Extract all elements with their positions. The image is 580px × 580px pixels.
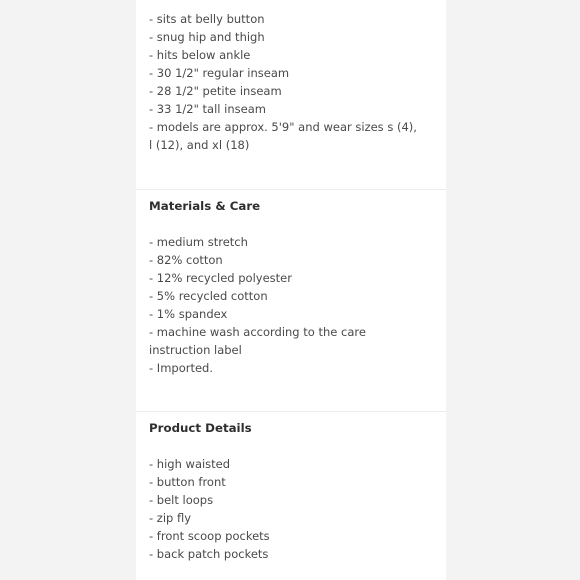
material-item: - 5% recycled cotton: [149, 289, 268, 303]
material-item: - medium stretch: [149, 235, 248, 249]
details-heading: Product Details: [149, 421, 252, 435]
material-item: - 1% spandex: [149, 307, 228, 321]
materials-heading: Materials & Care: [149, 199, 261, 213]
wash-note: - machine wash according to the care instruction label: [149, 325, 366, 357]
materials-section: [136, 197, 446, 377]
detail-item: - front scoop pockets: [149, 529, 270, 543]
fit-item: - sits at belly button: [149, 12, 265, 26]
material-item: - 82% cotton: [149, 253, 223, 267]
detail-item: - zip fly: [149, 511, 192, 525]
fit-item: - snug hip and thigh: [149, 30, 265, 44]
section-divider: [136, 411, 446, 412]
section-divider: [136, 189, 446, 190]
detail-item: - back patch pockets: [149, 547, 269, 561]
models-note: - models are approx. 5'9" and wear sizes s (4), l (12), and xl (18): [149, 120, 417, 152]
origin-note: - Imported.: [149, 361, 214, 375]
detail-item: - high waisted: [149, 457, 231, 471]
detail-item: - button front: [149, 475, 226, 489]
fit-section: [136, 10, 446, 154]
material-item: - 12% recycled polyester: [149, 271, 292, 285]
fit-item: - 30 1/2" regular inseam: [149, 66, 290, 80]
fit-item: - hits below ankle: [149, 48, 251, 62]
fit-item: - 28 1/2" petite inseam: [149, 84, 282, 98]
product-info-panel: [136, 0, 446, 580]
fit-item: - 33 1/2" tall inseam: [149, 102, 266, 116]
details-section: [136, 419, 446, 563]
detail-item: - belt loops: [149, 493, 214, 507]
